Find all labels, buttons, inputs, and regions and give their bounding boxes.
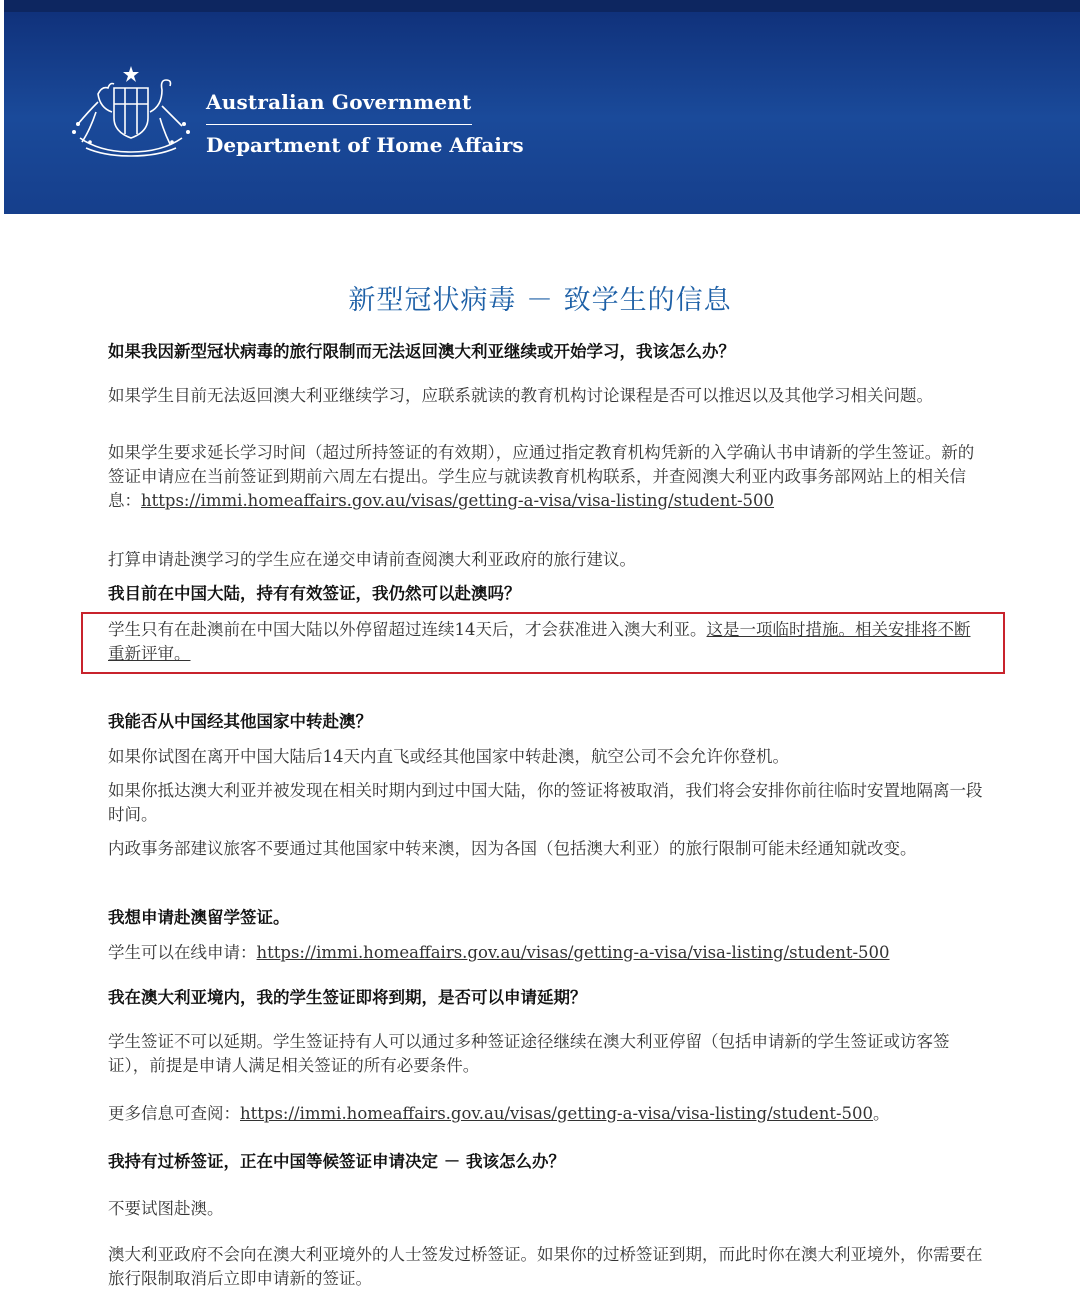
section-4-paragraph-1 [108,941,986,965]
apply-online-link[interactable]: https://immi.homeaffairs.gov.au/visas/getting-a-visa/visa-listing/student-500 [256,943,890,962]
header-banner [4,0,1080,214]
section-5-paragraph-1: 学生签证不可以延期。学生签证持有人可以通过多种签证途径继续在澳大利亚停留（包括申请新的学生签证或访客签证），前提是申请人满足相关签证的所有必要条件。 [108,1032,950,1075]
more-info-link[interactable]: https://immi.homeaffairs.gov.au/visas/getting-a-visa/visa-listing/student-500 [240,1104,874,1123]
section-3-question: 我能否从中国经其他国家中转赴澳？ [108,712,372,731]
section-5-paragraph-2 [108,1102,986,1126]
paragraph-text: 如果学生要求延长学习时间（超过所持签证的有效期），应通过指定教育机构凭新的入学确认书申请新的学生签证。新的签证申请应在当前签证到期前六周左右提出。学生应与就读教育机构联系，并查阅澳大利亚内政事务部网站上的相关信息： [108,443,975,510]
section-1-paragraph-1: 如果学生目前无法返回澳大利亚继续学习，应联系就读的教育机构讨论课程是否可以推迟以及其他学习相关问题。 [108,386,933,405]
section-3-paragraph-2: 如果你抵达澳大利亚并被发现在相关时期内到过中国大陆，你的签证将被取消，我们将会安排你前往临时安置地隔离一段时间。 [108,781,983,824]
paragraph-suffix: 。 [873,1104,890,1123]
section-4-question: 我想申请赴澳留学签证。 [108,908,290,927]
department-name: Department of Home Affairs [206,133,524,157]
section-2-paragraph-1 [108,618,986,666]
paragraph-text: 更多信息可查阅： [108,1104,240,1123]
coat-of-arms-icon [66,62,196,162]
section-1-question: 如果我因新型冠状病毒的旅行限制而无法返回澳大利亚继续或开始学习，我该怎么办？ [108,342,735,361]
header-divider [206,124,472,125]
section-5-question: 我在澳大利亚境内，我的学生签证即将到期，是否可以申请延期？ [108,988,587,1007]
page-title: 新型冠状病毒 － 致学生的信息 [348,285,732,316]
section-3-paragraph-1: 如果你试图在离开中国大陆后14天内直飞或经其他国家中转赴澳，航空公司不会允许你登机。 [108,747,789,766]
student-visa-link[interactable]: https://immi.homeaffairs.gov.au/visas/getting-a-visa/visa-listing/student-500 [141,491,775,510]
section-6-paragraph-2: 澳大利亚政府不会向在澳大利亚境外的人士签发过桥签证。如果你的过桥签证到期，而此时你在澳大利亚境外，你需要在旅行限制取消后立即申请新的签证。 [108,1245,983,1288]
section-1-paragraph-3: 打算申请赴澳学习的学生应在递交申请前查阅澳大利亚政府的旅行建议。 [108,550,636,569]
government-name: Australian Government [206,90,472,114]
section-6-question: 我持有过桥签证，正在中国等候签证申请决定 － 我该怎么办？ [108,1152,565,1171]
section-1-paragraph-2 [108,441,986,513]
paragraph-text: 学生只有在赴澳前在中国大陆以外停留超过连续14天后，才会获准进入澳大利亚。 [108,620,707,639]
section-2-question: 我目前在中国大陆，持有有效签证，我仍然可以赴澳吗？ [108,584,521,603]
section-6-paragraph-1: 不要试图赴澳。 [108,1199,224,1218]
temporary-measure-note: 这是一项临时措施。相关安排将不断重新评审。 [108,620,971,663]
paragraph-text: 学生可以在线申请： [108,943,257,962]
section-3-paragraph-3: 内政事务部建议旅客不要通过其他国家中转来澳，因为各国（包括澳大利亚）的旅行限制可能未经通知就改变。 [108,839,917,858]
